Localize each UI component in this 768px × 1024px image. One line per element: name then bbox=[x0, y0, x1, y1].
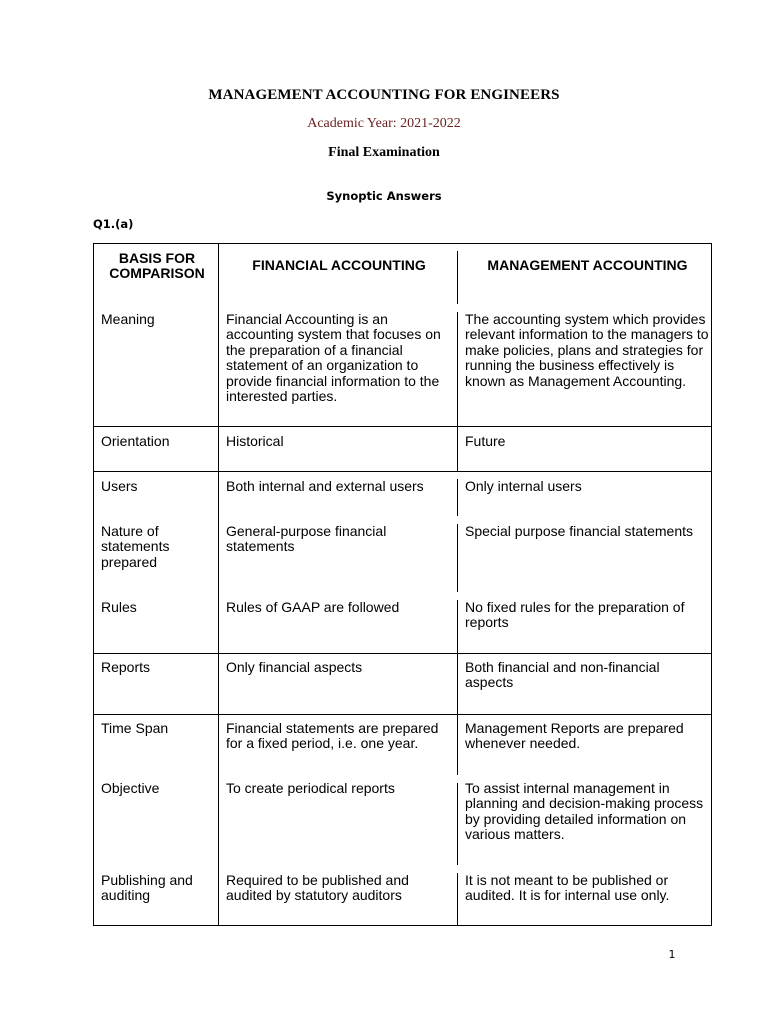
row-management-objective: To assist internal management in planning and decision-making process by providing detailed information on various matters. bbox=[465, 780, 704, 843]
row-financial-time-span: Financial statements are prepared for a fixed period, i.e. one year. bbox=[226, 720, 439, 752]
exam-title: Final Examination bbox=[328, 145, 440, 160]
column-divider bbox=[218, 243, 219, 926]
column-divider bbox=[457, 653, 458, 714]
row-basis-time-span: Time Span bbox=[101, 720, 169, 736]
row-basis-rules: Rules bbox=[101, 599, 137, 615]
academic-year: Academic Year: 2021-2022 bbox=[307, 116, 461, 131]
row-management-meaning: The accounting system which provides relevant information to the managers to make policies, plans and strategies for running the business effectively is known as Management Accounting. bbox=[465, 311, 709, 389]
header-basis: BASIS FOR COMPARISON bbox=[109, 250, 205, 282]
row-divider bbox=[93, 471, 712, 472]
row-management-reports: Both financial and non-financial aspects bbox=[465, 659, 660, 691]
row-divider bbox=[93, 653, 712, 654]
column-divider bbox=[457, 873, 458, 926]
row-financial-rules: Rules of GAAP are followed bbox=[226, 599, 400, 615]
question-label: Q1.(a) bbox=[93, 217, 134, 231]
column-divider bbox=[457, 600, 458, 653]
row-basis-orientation: Orientation bbox=[101, 433, 170, 449]
row-management-users: Only internal users bbox=[465, 478, 582, 494]
row-basis-reports: Reports bbox=[101, 659, 151, 675]
row-financial-users: Both internal and external users bbox=[226, 478, 424, 494]
row-basis-objective: Objective bbox=[101, 780, 160, 796]
column-divider bbox=[457, 524, 458, 592]
row-divider bbox=[93, 714, 712, 715]
header-management: MANAGEMENT ACCOUNTING bbox=[487, 257, 688, 273]
row-management-orientation: Future bbox=[465, 433, 506, 449]
row-financial-meaning: Financial Accounting is an accounting system that focuses on the preparation of a financial statement of an organization to provide financial information to the interested parties. bbox=[226, 311, 441, 405]
column-divider bbox=[457, 783, 458, 865]
row-management-nature: Special purpose financial statements bbox=[465, 523, 694, 539]
row-financial-publishing: Required to be published and audited by statutory auditors bbox=[226, 872, 409, 904]
row-financial-nature: General-purpose financial statements bbox=[226, 523, 387, 555]
header-financial: FINANCIAL ACCOUNTING bbox=[252, 257, 426, 273]
page-number: 1 bbox=[668, 948, 676, 961]
row-financial-reports: Only financial aspects bbox=[226, 659, 363, 675]
row-basis-publishing: Publishing and auditing bbox=[101, 872, 193, 904]
row-basis-meaning: Meaning bbox=[101, 311, 155, 327]
column-divider bbox=[457, 426, 458, 471]
column-divider bbox=[457, 312, 458, 426]
row-financial-objective: To create periodical reports bbox=[226, 780, 395, 796]
column-divider bbox=[457, 479, 458, 516]
row-management-rules: No fixed rules for the preparation of reports bbox=[465, 599, 685, 631]
column-divider bbox=[457, 251, 458, 304]
row-financial-orientation: Historical bbox=[226, 433, 284, 449]
row-basis-nature: Nature of statements prepared bbox=[101, 523, 170, 570]
row-basis-users: Users bbox=[101, 478, 138, 494]
course-title: MANAGEMENT ACCOUNTING FOR ENGINEERS bbox=[208, 87, 560, 103]
synoptic-answers-heading: Synoptic Answers bbox=[326, 189, 442, 203]
row-management-publishing: It is not meant to be published or audited. It is for internal use only. bbox=[465, 872, 670, 904]
row-management-time-span: Management Reports are prepared whenever needed. bbox=[465, 720, 684, 752]
column-divider bbox=[457, 714, 458, 775]
row-divider bbox=[93, 426, 712, 427]
